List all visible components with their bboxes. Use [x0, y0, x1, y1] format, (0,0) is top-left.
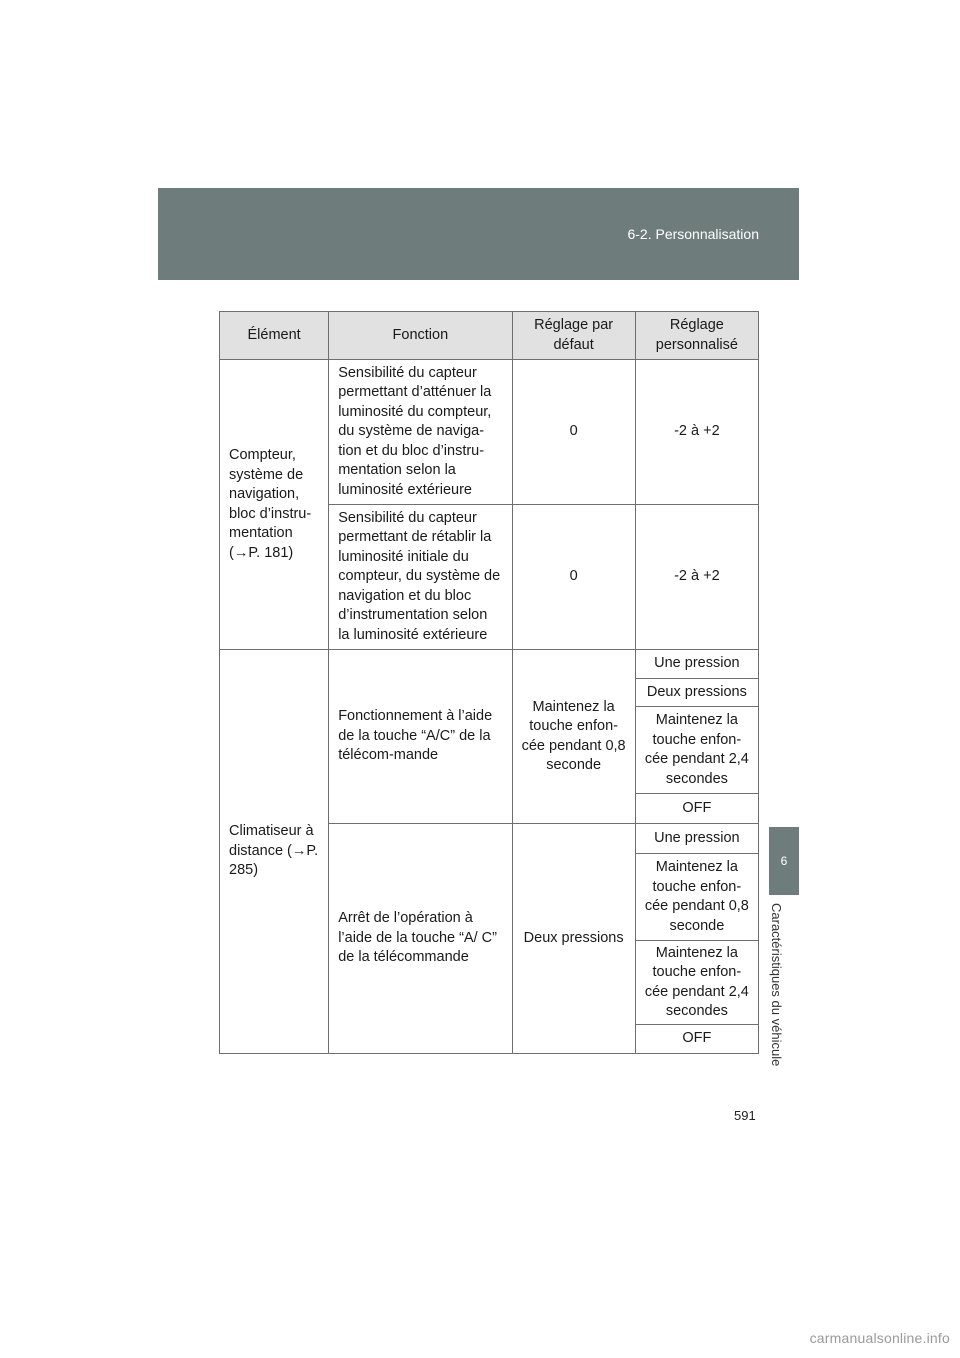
defaut-cell: Maintenez la touche enfon-cée pendant 0,8 seconde — [512, 650, 635, 824]
table-row — [220, 650, 759, 679]
header-perso: Réglage personnalisé — [635, 312, 758, 360]
page-number: 591 — [734, 1108, 756, 1123]
perso-option: Une pression — [635, 650, 758, 679]
perso-option: Maintenez la touche enfon-cée pendant 2,4 secondes — [635, 941, 758, 1025]
perso-option: Deux pressions — [635, 679, 758, 707]
element-cell: Climatiseur à distance (→P. 285) — [220, 650, 329, 1054]
table-row — [220, 360, 759, 505]
chapter-tab — [769, 827, 799, 895]
perso-cell: -2 à +2 — [635, 360, 758, 505]
fonction-cell: Sensibilité du capteur permettant de rétablir la luminosité initiale du compteur, du système de navigation et du bloc d’instrumentation selon la luminosité extérieure — [329, 505, 512, 650]
fonction-cell: Arrêt de l’opération à l’aide de la touche “A/ C” de la télécommande — [329, 824, 512, 1054]
element-cell: Compteur, système de navigation, bloc d’instru-mentation (→P. 181) — [220, 360, 329, 650]
perso-option: Maintenez la touche enfon-cée pendant 0,8 seconde — [635, 854, 758, 941]
header-fonction: Fonction — [329, 312, 512, 360]
perso-cell: -2 à +2 — [635, 505, 758, 650]
chapter-number: 6 — [780, 854, 788, 868]
perso-option: OFF — [635, 794, 758, 824]
header-element: Élément — [220, 312, 329, 360]
section-title: 6-2. Personnalisation — [627, 226, 759, 242]
watermark: carmanualsonline.info — [809, 1330, 950, 1346]
fonction-cell: Sensibilité du capteur permettant d’atténuer la luminosité du compteur, du système de naviga-tion et du bloc d’instru-mentation selon la luminosité extérieure — [329, 360, 512, 505]
defaut-cell: 0 — [512, 360, 635, 505]
fonction-cell: Fonctionnement à l’aide de la touche “A/C” de la télécom-mande — [329, 650, 512, 824]
chapter-header-band — [158, 188, 799, 280]
perso-option: Maintenez la touche enfon-cée pendant 2,4 secondes — [635, 707, 758, 794]
table-header-row — [220, 312, 759, 360]
perso-option: Une pression — [635, 824, 758, 854]
defaut-cell: Deux pressions — [512, 824, 635, 1054]
header-defaut: Réglage par défaut — [512, 312, 635, 360]
perso-option: OFF — [635, 1025, 758, 1054]
defaut-cell: 0 — [512, 505, 635, 650]
chapter-label: Caractéristiques du véhicule — [769, 903, 784, 1067]
settings-table — [219, 311, 759, 1054]
